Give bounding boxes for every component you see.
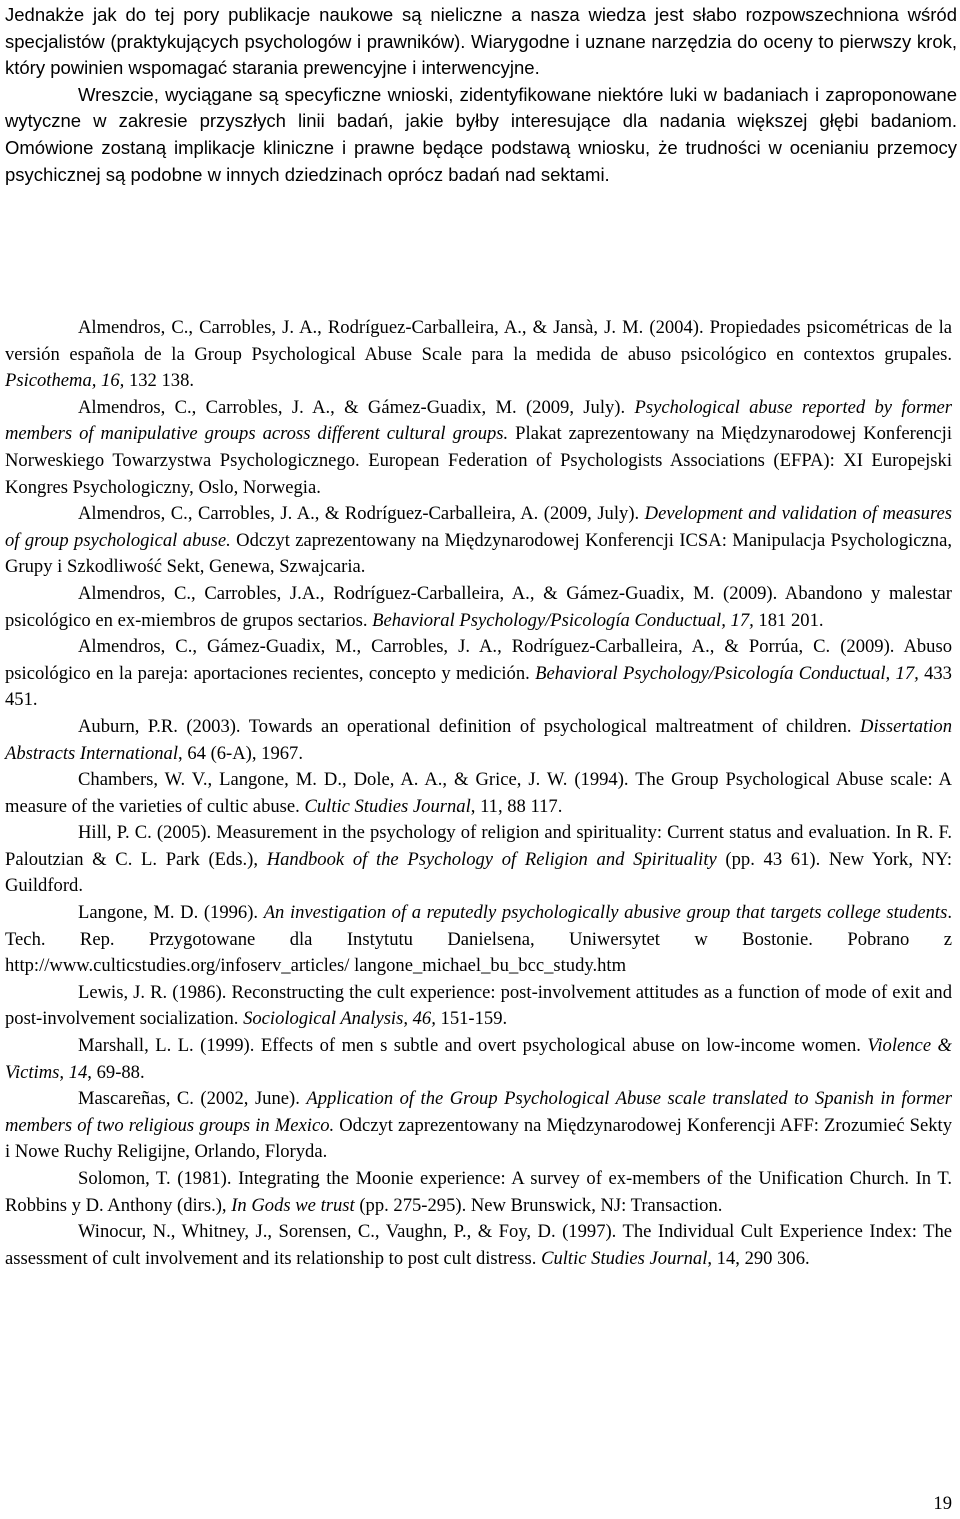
reference-text: Almendros, C., Gámez-Guadix, M., Carrobles, J. A., Rodríguez-Carballeira, A., & Porrúa, C. (2009). Abuso psicológico en la pareja: aportaciones recientes, concepto y medición. — [5, 636, 952, 684]
reference-entry — [5, 1219, 952, 1272]
reference-text-tail: Odczyt zaprezentowany na Międzynarodowej Konferencji ICSA: Manipulacja Psychologiczna, Grupy i Szkodliwość Sekt, Genewa, Szwajcaria. — [5, 529, 952, 578]
reference-entry — [5, 980, 952, 1033]
reference-text: Almendros, C., Carrobles, J. A., Rodríguez-Carballeira, A., & Jansà, J. M. (2004). Propiedades psicométricas de la versión española de la Group Psychological Abuse Scale para la medida de abuso psicológico en contextos grupales. — [5, 317, 952, 365]
reference-source: Violence & Victims, 14 — [5, 1035, 952, 1083]
reference-entry — [5, 820, 952, 900]
reference-text-tail: , 11, 88 117. — [470, 795, 563, 817]
reference-text-tail: 181 201. — [753, 609, 824, 631]
reference-entry — [5, 501, 952, 581]
reference-source: Dissertation Abstracts International — [5, 715, 952, 764]
reference-text-tail: , 14, 290 306. — [707, 1247, 810, 1269]
reference-source: Behavioral Psychology/Psicología Conductual, 17, — [535, 662, 919, 684]
reference-entry — [5, 900, 952, 980]
reference-source: Application of the Group Psychological Abuse scale translated to Spanish in former members of two religious groups in Mexico. — [5, 1088, 952, 1136]
reference-text-tail: . Tech. Rep. Przygotowane dla Instytutu Danielsena, Uniwersytet w Bostonie. Pobrano z http://www.culticstudies.org/infoserv_articles/ langone_michael_bu_bcc_study.htm — [5, 902, 952, 977]
reference-source: Handbook of the Psychology of Religion and Spirituality — [266, 848, 717, 870]
reference-entry — [5, 634, 952, 714]
reference-text: Langone, M. D. (1996). — [78, 902, 264, 924]
intro-paragraph-1: Jednakże jak do tej pory publikacje naukowe są nieliczne a nasza wiedza jest słabo rozpowszechniona wśród specjalistów (praktykujących psychologów i prawników). Wiarygodne i uznane narzędzia do oceny to pierwszy krok, który powinien wspomagać starania prewencyjne i interwencyjne. — [5, 4, 957, 79]
page-number: 19 — [933, 1493, 952, 1514]
reference-entry — [5, 581, 952, 634]
reference-entry — [5, 714, 952, 767]
reference-text: Almendros, C., Carrobles, J. A., & Gámez-Guadix, M. (2009, July). — [78, 396, 635, 418]
reference-text-tail: Plakat zaprezentowany na Międzynarodowej Konferencji Norweskiego Towarzystwa Psychologicznego. European Federation of Psychologists Associations (EFPA): XI Europejski Kongres Psychologiczny, Oslo, Norwegia. — [5, 423, 952, 498]
reference-text: Mascareñas, C. (2002, June). — [78, 1088, 307, 1110]
reference-text: Lewis, J. R. (1986). Reconstructing the cult experience: post-involvement attitudes as a function of mode of exit and post-involvement socialization. — [5, 981, 952, 1030]
reference-text: Auburn, P.R. (2003). Towards an operational definition of psychological maltreatment of children. — [78, 715, 861, 737]
reference-text-tail: (pp. 43 61). New York, NY: Guildford. — [5, 848, 952, 897]
intro-paragraph-2: Wreszcie, wyciągane są specyficzne wnioski, zidentyfikowane niektóre luki w badaniach i zaproponowane wytyczne w zakresie przyszłych linii badań, jakie byłby interesujące dla nadania większej głębi badaniom. Omówione zostaną implikacje kliniczne i prawne będące podstawą wniosku, że trudności w ocenianiu przemocy psychicznej są podobne w innych dziedzinach oprócz badań nad sektami. — [5, 83, 957, 185]
reference-entry — [5, 1033, 952, 1086]
reference-source: In Gods we trust — [231, 1194, 355, 1216]
reference-text-tail: (pp. 275-295). New Brunswick, NJ: Transaction. — [354, 1194, 723, 1216]
reference-entry — [5, 1166, 952, 1219]
reference-text: Almendros, C., Carrobles, J. A., & Rodríguez-Carballeira, A. (2009, July). — [78, 503, 645, 525]
reference-source: Sociological Analysis, 46, — [243, 1008, 436, 1030]
reference-source: Development and validation of measures of group psychological abuse. — [5, 503, 953, 551]
reference-text-tail: 433 451. — [5, 662, 952, 711]
reference-source: Behavioral Psychology/Psicología Conductual, 17, — [372, 609, 754, 631]
reference-text: Almendros, C., Carrobles, J.A., Rodríguez-Carballeira, A., & Gámez-Guadix, M. (2009). Abandono y malestar psicológico en ex-miembros de grupos sectarios. — [5, 582, 952, 631]
reference-text: Marshall, L. L. (1999). Effects of men s subtle and overt psychological abuse on low-income women. — [78, 1035, 868, 1057]
reference-text: Chambers, W. V., Langone, M. D., Dole, A. A., & Grice, J. W. (1994). The Group Psychological Abuse scale: A measure of the varieties of cultic abuse. — [5, 769, 952, 817]
reference-text: Solomon, T. (1981). Integrating the Moonie experience: A survey of ex-members of the Unification Church. In T. Robbins y D. Anthony (dirs.), — [5, 1168, 952, 1216]
reference-list — [5, 315, 952, 1272]
reference-source: Cultic Studies Journal — [304, 795, 471, 817]
reference-text-tail: 151-159. — [435, 1008, 508, 1030]
intro-text — [5, 2, 957, 188]
reference-entry — [5, 1086, 952, 1166]
reference-text: Hill, P. C. (2005). Measurement in the psychology of religion and spirituality: Current status and evaluation. In R. F. Paloutzian & C. L. Park (Eds.), — [5, 822, 952, 870]
reference-entry — [5, 395, 952, 501]
reference-text-tail: Odczyt zaprezentowany na Międzynarodowej Konferencji AFF: Zrozumieć Sekty i Nowe Ruchy Religijne, Orlando, Floryda. — [5, 1114, 952, 1163]
reference-source: An investigation of a reputedly psychologically abusive group that targets college students — [263, 902, 948, 924]
reference-source: Psychological abuse reported by former members of manipulative groups across different cultural groups. — [5, 396, 952, 445]
reference-source: Cultic Studies Journal — [541, 1247, 708, 1269]
reference-text-tail: 132 138. — [124, 370, 195, 392]
reference-text: Winocur, N., Whitney, J., Sorensen, C., Vaughn, P., & Foy, D. (1997). The Individual Cult Experience Index: The assessment of cult involvement and its relationship to post cult distress. — [5, 1221, 952, 1269]
reference-entry — [5, 767, 952, 820]
reference-text-tail: , 64 (6-A), 1967. — [178, 742, 304, 764]
reference-entry — [5, 315, 952, 395]
reference-text-tail: , 69-88. — [87, 1061, 145, 1083]
reference-source: Psicothema, 16, — [5, 370, 125, 392]
